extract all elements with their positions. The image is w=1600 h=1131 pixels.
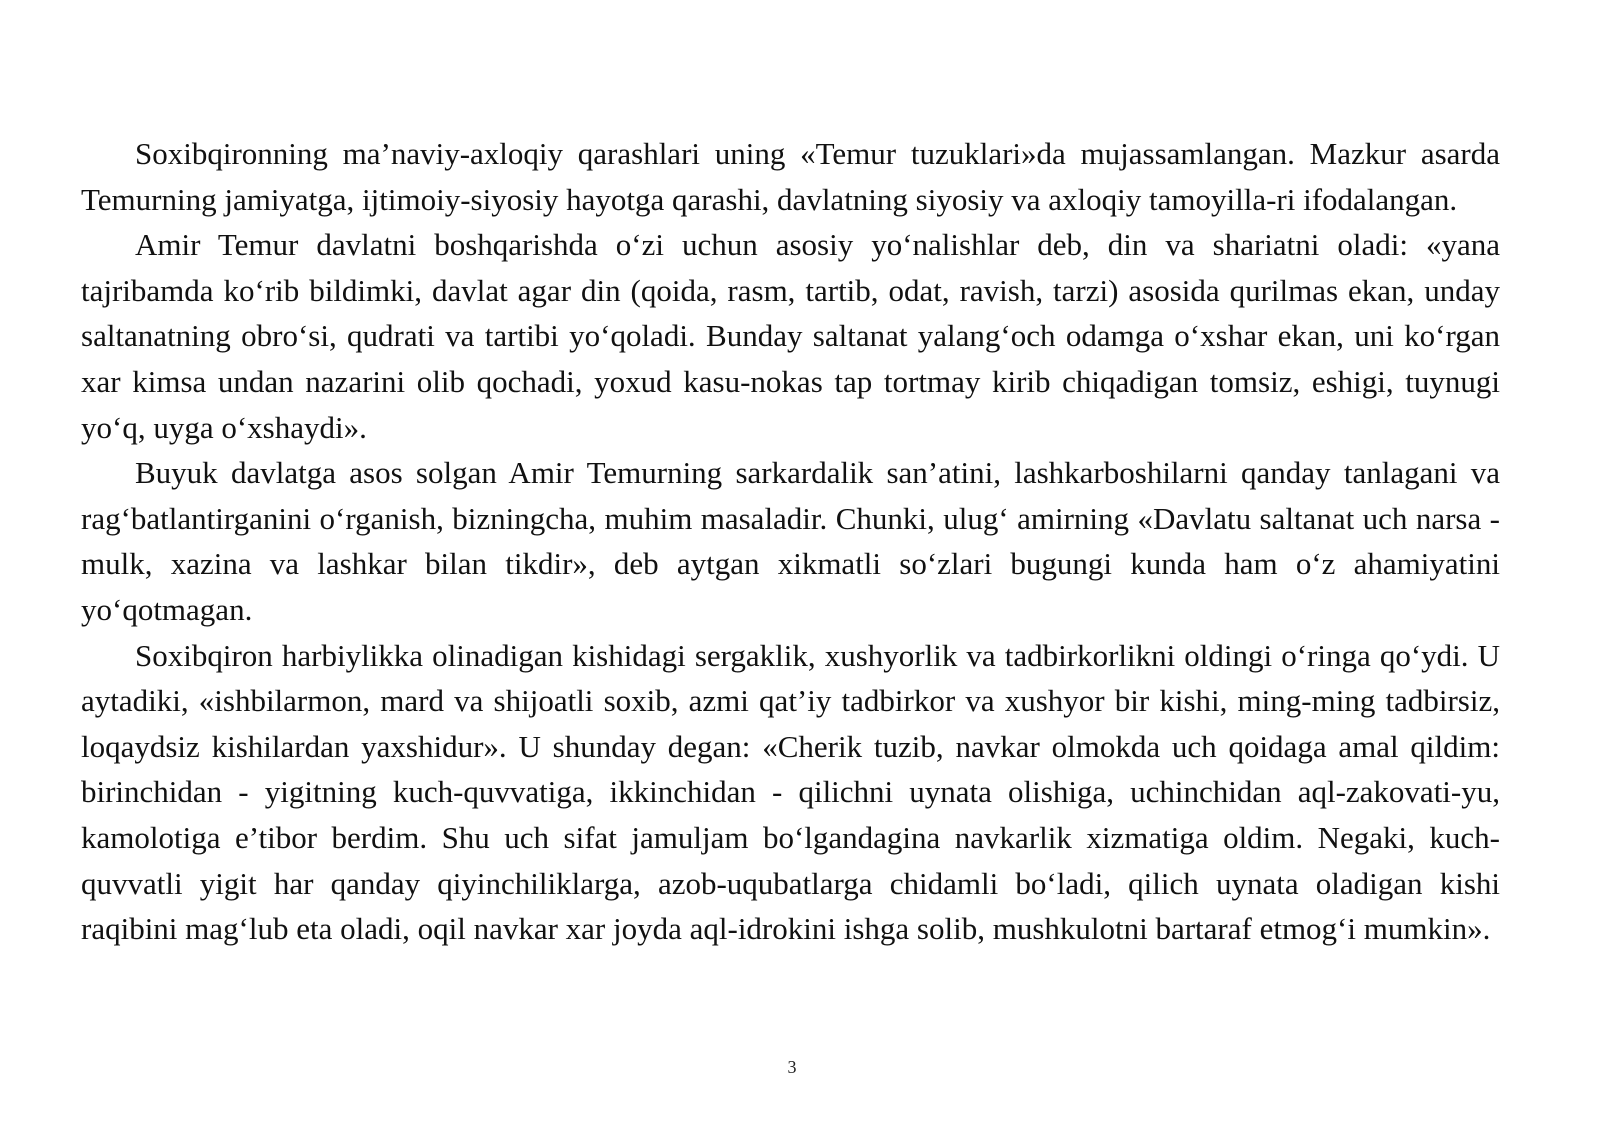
paragraph: Amir Temur davlatni boshqarishda o‘zi uchun asosiy yo‘nalishlar deb, din va shariatni oladi: «yana tajribamda ko‘rib bildimki, davlat agar din (qoida, rasm, tartib, odat, ravish, tarzi) asosida qurilmas ekan, unday saltanatning obro‘si, qudrati va tartibi yo‘qoladi. Bunday saltanat yalang‘och odamga o‘xshar ekan, uni ko‘rgan xar kimsa undan nazarini olib qochadi, yoxud kasu-nokas tap tortmay kirib chiqadigan tomsiz, eshigi, tuynugi yo‘q, uyga o‘xshaydi». xyxy=(81,227,1500,445)
page-number: 3 xyxy=(787,1057,797,1077)
body-text xyxy=(81,131,1500,952)
paragraph: Soxibqiron harbiylikka olinadigan kishidagi sergaklik, xushyorlik va tadbirkorlikni oldingi o‘ringa qo‘ydi. U aytadiki, «ishbilarmon, mard va shijoatli soxib, azmi qat’iy tadbirkor va xushyor bir kishi, ming-ming tadbirsiz, loqaydsiz kishilardan yaxshidur». U shunday degan: «Cherik tuzib, navkar olmokda uch qoidaga amal qildim: birinchidan - yigitning kuch-quvvatiga, ikkinchidan - qilichni uynata olishiga, uchinchidan aql-zakovati-yu, kamolotiga e’tibor berdim. Shu uch sifat jamuljam bo‘lgandagina navkarlik xizmatiga oldim. Negaki, kuch-quvvatli yigit har qanday qiyinchiliklarga, azob-uqubatlarga chidamli bo‘ladi, qilich uynata oladigan kishi raqibini mag‘lub eta oladi, oqil navkar xar joyda aql-idrokini ishga solib, mushkulotni bartaraf etmog‘i mumkin». xyxy=(81,637,1500,947)
paragraph: Buyuk davlatga asos solgan Amir Temurning sarkardalik san’atini, lashkarboshilarni qanday tanlagani va rag‘batlantirganini o‘rganish, bizningcha, muhim masaladir. Chunki, ulug‘ amirning «Davlatu saltanat uch narsa - mulk, xazina va lashkar bilan tikdir», deb aytgan xikmatli so‘zlari bugungi kunda ham o‘z ahamiyatini yo‘qotmagan. xyxy=(81,455,1500,627)
paragraph: Soxibqironning ma’naviy-axloqiy qarashlari uning «Temur tuzuklari»da mujassamlangan. Mazkur asarda Temurning jamiyatga, ijtimoiy-siyosiy hayotga qarashi, davlatning siyosiy va axloqiy tamoyilla-ri ifodalangan. xyxy=(81,136,1500,217)
